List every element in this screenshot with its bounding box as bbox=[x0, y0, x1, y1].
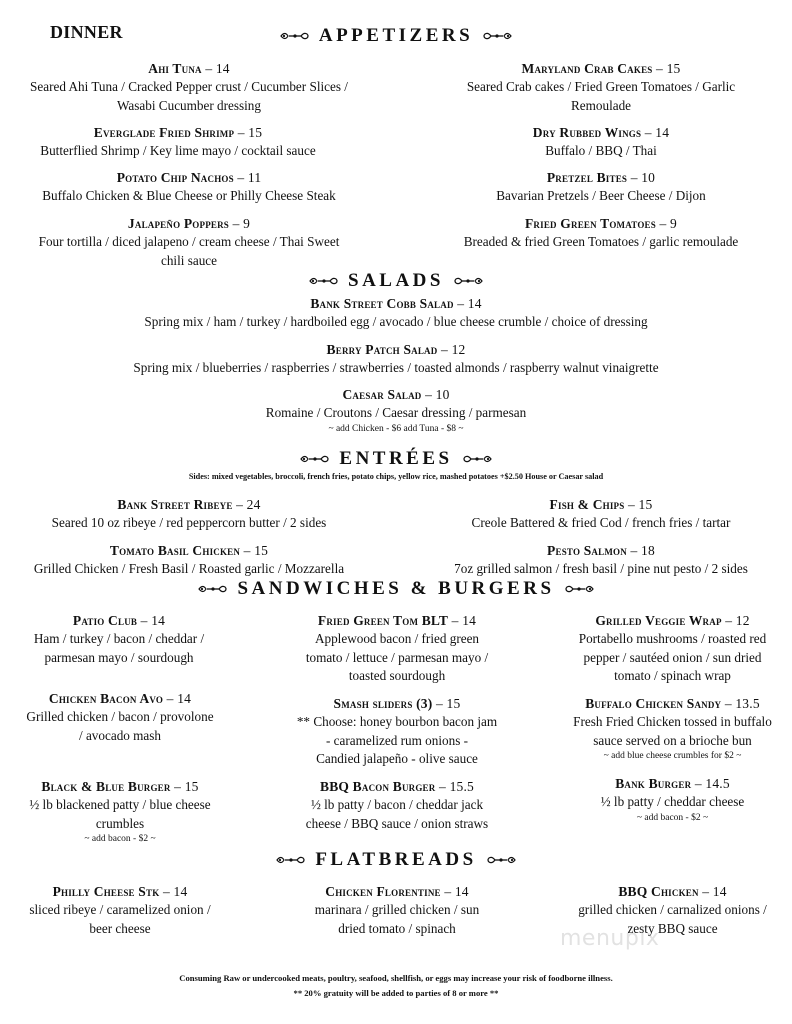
item-price: – 10 bbox=[627, 170, 656, 185]
item-description: 7oz grilled salmon / fresh basil / pine nut pesto / 2 sides bbox=[454, 561, 748, 576]
food-safety-warning: Consuming Raw or undercooked meats, poultry, seafood, shellfish, or eggs may increase your risk of foodborne illness. bbox=[179, 973, 613, 983]
scroll-flourish-icon bbox=[481, 30, 513, 42]
item-name: Black & Blue Burger bbox=[41, 779, 171, 794]
item-price: – 13.5 bbox=[721, 696, 760, 711]
item-description: tomato / spinach wrap bbox=[614, 668, 731, 683]
add-on-note: ~ add Chicken - $6 add Tuna - $8 ~ bbox=[328, 423, 464, 434]
item-price: – 15.5 bbox=[435, 779, 474, 794]
item-description: Bavarian Pretzels / Beer Cheese / Dijon bbox=[496, 188, 706, 203]
item-price: – 15 bbox=[624, 497, 653, 512]
menu-item bbox=[0, 386, 792, 436]
section-header-sandwiches bbox=[0, 578, 792, 600]
item-name: Bank Burger bbox=[615, 776, 692, 791]
item-description: Fresh Fried Chicken tossed in buffalo bbox=[573, 714, 772, 729]
item-description: parmesan mayo / sourdough bbox=[44, 649, 194, 665]
section-title-flatbreads: FLATBREADS bbox=[315, 849, 477, 870]
item-description: Spring mix / ham / turkey / hardboiled egg / avocado / blue cheese crumble / choice of dressing bbox=[144, 314, 648, 329]
item-name: BBQ Chicken bbox=[618, 884, 699, 899]
scroll-flourish-icon bbox=[279, 30, 311, 42]
item-price: – 15 bbox=[432, 696, 461, 711]
scroll-flourish-icon bbox=[308, 275, 340, 287]
item-description: beer cheese bbox=[89, 920, 151, 936]
gratuity-note: ** 20% gratuity will be added to parties of 8 or more ** bbox=[293, 988, 499, 998]
item-price: – 14 bbox=[137, 613, 166, 628]
item-description: ½ lb blackened patty / blue cheese bbox=[29, 797, 211, 812]
item-price: – 14 bbox=[453, 296, 482, 311]
item-description: Romaine / Croutons / Caesar dressing / parmesan bbox=[265, 405, 527, 420]
item-description: marinara / grilled chicken / sun bbox=[314, 902, 480, 917]
item-description: grilled chicken / carnalized onions / bbox=[578, 902, 767, 917]
item-name: Fried Green Tomatoes bbox=[524, 216, 656, 231]
item-description: sliced ribeye / caramelized onion / bbox=[29, 902, 211, 917]
scroll-flourish-icon bbox=[275, 854, 307, 866]
item-description: Grilled Chicken / Fresh Basil / Roasted garlic / Mozzarella bbox=[33, 561, 345, 576]
item-name: Tomato Basil Chicken bbox=[109, 543, 241, 558]
item-description: Breaded & fried Green Tomatoes / garlic remoulade bbox=[463, 234, 739, 249]
section-header-salads bbox=[0, 270, 792, 292]
item-price: – 12 bbox=[437, 342, 466, 357]
menu-item bbox=[272, 695, 522, 769]
menu-item bbox=[0, 169, 378, 206]
menu-item bbox=[553, 775, 792, 825]
item-description: Seared Ahi Tuna / Cracked Pepper crust / Cucumber Slices / bbox=[30, 79, 348, 94]
menu-item bbox=[410, 496, 792, 533]
menu-item bbox=[0, 295, 792, 332]
watermark: menupix bbox=[560, 926, 660, 951]
scroll-flourish-icon bbox=[485, 854, 517, 866]
item-description: dried tomato / spinach bbox=[338, 920, 456, 936]
item-price: – 15 bbox=[652, 61, 681, 76]
scroll-flourish-icon bbox=[197, 583, 229, 595]
scroll-flourish-icon bbox=[299, 453, 331, 465]
item-name: Bank Street Ribeye bbox=[117, 497, 233, 512]
menu-item bbox=[0, 690, 240, 745]
item-name: Chicken Florentine bbox=[325, 884, 441, 899]
section-header-appetizers bbox=[0, 25, 792, 47]
item-name: Maryland Crab Cakes bbox=[521, 61, 653, 76]
item-description: Buffalo Chicken & Blue Cheese or Philly Cheese Steak bbox=[42, 188, 336, 203]
menu-item bbox=[0, 60, 378, 115]
menu-item bbox=[0, 542, 378, 579]
menu-item bbox=[0, 612, 238, 667]
scroll-flourish-icon bbox=[452, 275, 484, 287]
item-description: Candied jalapeño - olive sauce bbox=[316, 751, 478, 766]
item-name: BBQ Bacon Burger bbox=[319, 779, 436, 794]
item-name: Caesar Salad bbox=[342, 387, 422, 402]
item-price: – 14 bbox=[641, 125, 670, 140]
item-price: – 15 bbox=[234, 125, 263, 140]
menu-item bbox=[0, 215, 378, 270]
item-price: – 18 bbox=[626, 543, 655, 558]
menu-item bbox=[272, 612, 522, 686]
menu-item bbox=[410, 169, 792, 206]
item-description: toasted sourdough bbox=[348, 668, 446, 683]
menu-item bbox=[272, 778, 522, 833]
item-description: ½ lb patty / bacon / cheddar jack bbox=[310, 797, 484, 812]
item-description: Seared Crab cakes / Fried Green Tomatoes / Garlic bbox=[466, 79, 736, 94]
item-price: – 14 bbox=[163, 691, 192, 706]
item-description: crumbles bbox=[95, 815, 145, 831]
item-description: / avocado mash bbox=[78, 727, 162, 743]
item-name: Fried Green Tom BLT bbox=[317, 613, 449, 628]
item-description: zesty BBQ sauce bbox=[627, 920, 718, 936]
item-price: – 14 bbox=[440, 884, 469, 899]
item-description: sauce served on a brioche bun bbox=[593, 732, 752, 748]
menu-title: DINNER bbox=[50, 22, 123, 42]
item-description: Applewood bacon / fried green bbox=[314, 631, 480, 646]
menu-item bbox=[410, 542, 792, 579]
item-name: Patio Club bbox=[72, 613, 138, 628]
item-price: – 12 bbox=[721, 613, 750, 628]
item-name: Pesto Salmon bbox=[547, 543, 627, 558]
item-price: – 14 bbox=[201, 61, 230, 76]
item-name: Berry Patch Salad bbox=[326, 342, 438, 357]
item-price: – 14.5 bbox=[691, 776, 730, 791]
item-price: – 24 bbox=[232, 497, 261, 512]
menu-item bbox=[553, 695, 792, 763]
item-description: pepper / sautéed onion / sun dried bbox=[583, 649, 762, 665]
item-description: Creole Battered & fried Cod / french fries / tartar bbox=[471, 515, 731, 530]
item-description: Spring mix / blueberries / raspberries / strawberries / toasted almonds / raspberry walnut vinaigrette bbox=[133, 360, 659, 375]
sides-note: Sides: mixed vegetables, broccoli, french fries, potato chips, yellow rice, mashed potatoes +$2.50 House or Caesar salad bbox=[188, 472, 604, 481]
add-on-note: ~ add bacon - $2 ~ bbox=[84, 834, 156, 844]
item-description: Portabello mushrooms / roasted red bbox=[578, 631, 767, 646]
item-name: Dry Rubbed Wings bbox=[532, 125, 642, 140]
item-description: Butterflied Shrimp / Key lime mayo / cocktail sauce bbox=[40, 143, 316, 158]
item-price: – 14 bbox=[698, 884, 727, 899]
item-name: Fish & Chips bbox=[549, 497, 625, 512]
menu-item bbox=[410, 60, 792, 115]
item-description: Four tortilla / diced jalapeno / cream cheese / Thai Sweet bbox=[38, 234, 340, 249]
item-description: Buffalo / BBQ / Thai bbox=[545, 143, 657, 158]
item-price: – 15 bbox=[170, 779, 199, 794]
item-description: Seared 10 oz ribeye / red peppercorn butter / 2 sides bbox=[51, 515, 327, 530]
menu-item bbox=[0, 341, 792, 378]
item-description: - caramelized rum onions - bbox=[325, 732, 469, 748]
menu-item bbox=[0, 778, 240, 846]
item-name: Buffalo Chicken Sandy bbox=[585, 696, 722, 711]
item-name: Ahi Tuna bbox=[148, 61, 202, 76]
item-description: Wasabi Cucumber dressing bbox=[117, 97, 261, 113]
item-price: – 15 bbox=[240, 543, 269, 558]
item-name: Philly Cheese Stk bbox=[52, 884, 160, 899]
item-description: ½ lb patty / cheddar cheese bbox=[600, 794, 745, 809]
item-name: Pretzel Bites bbox=[546, 170, 628, 185]
item-name: Smash sliders (3) bbox=[333, 696, 433, 711]
item-price: – 9 bbox=[655, 216, 677, 231]
item-description: chili sauce bbox=[160, 252, 218, 268]
section-title-entrees: ENTRÉES bbox=[339, 448, 453, 469]
add-on-note: ~ add blue cheese crumbles for $2 ~ bbox=[603, 751, 742, 761]
item-price: – 9 bbox=[229, 216, 251, 231]
menu-item bbox=[410, 215, 792, 252]
section-title-sandwiches: SANDWICHES & BURGERS bbox=[237, 578, 555, 599]
add-on-note: ~ add bacon - $2 ~ bbox=[636, 812, 709, 823]
menu-item bbox=[410, 124, 792, 161]
item-description: Ham / turkey / bacon / cheddar / bbox=[33, 631, 205, 646]
item-description: Grilled chicken / bacon / provolone bbox=[26, 709, 214, 724]
section-title-salads: SALADS bbox=[348, 270, 444, 291]
scroll-flourish-icon bbox=[461, 453, 493, 465]
menu-item bbox=[0, 124, 356, 161]
menu-item bbox=[272, 883, 522, 938]
menu-item bbox=[0, 883, 240, 938]
item-description: tomato / lettuce / parmesan mayo / bbox=[305, 649, 489, 665]
section-header-flatbreads bbox=[0, 849, 792, 871]
menu-item bbox=[553, 612, 792, 686]
item-price: – 11 bbox=[233, 170, 262, 185]
item-name: Chicken Bacon Avo bbox=[48, 691, 164, 706]
item-price: – 14 bbox=[159, 884, 188, 899]
scroll-flourish-icon bbox=[563, 583, 595, 595]
item-name: Grilled Veggie Wrap bbox=[595, 613, 722, 628]
item-name: Potato Chip Nachos bbox=[116, 170, 234, 185]
item-name: Everglade Fried Shrimp bbox=[93, 125, 235, 140]
section-header-entrees bbox=[0, 448, 792, 470]
item-description: cheese / BBQ sauce / onion straws bbox=[305, 815, 489, 831]
menu-item bbox=[0, 496, 378, 533]
item-price: – 14 bbox=[448, 613, 477, 628]
item-description: ** Choose: honey bourbon bacon jam bbox=[296, 714, 498, 729]
item-name: Jalapeño Poppers bbox=[127, 216, 229, 231]
item-price: – 10 bbox=[421, 387, 450, 402]
item-name: Bank Street Cobb Salad bbox=[310, 296, 454, 311]
item-description: Remoulade bbox=[570, 97, 632, 113]
section-title-appetizers: APPETIZERS bbox=[318, 25, 474, 46]
